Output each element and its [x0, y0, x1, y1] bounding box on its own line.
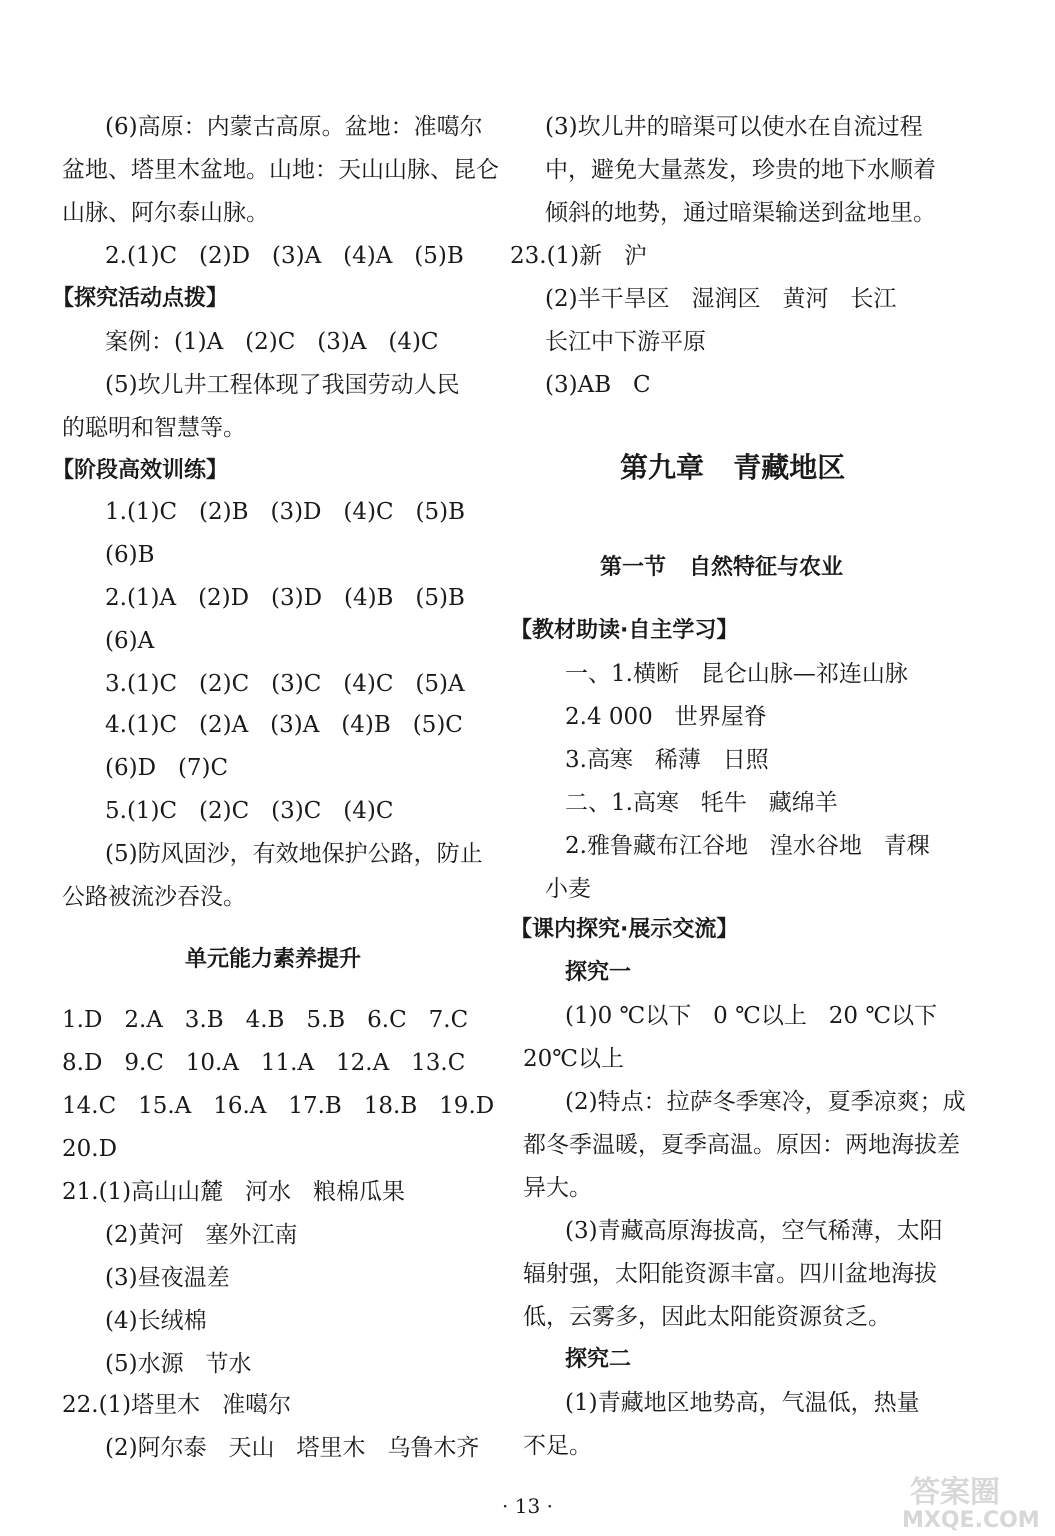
right-column-heading: 探究一	[565, 960, 632, 985]
page-number: · 13 ·	[502, 1494, 553, 1518]
right-column-line: 倾斜的地势，通过暗渠输送到盆地里。	[545, 200, 936, 226]
right-column-line: (1)青藏地区地势高，气温低，热量	[565, 1390, 920, 1416]
right-column-line: 23.(1)新 沪	[510, 243, 648, 269]
right-column-heading: 【课内探究·展示交流】	[510, 917, 739, 942]
right-column-line: (2)特点：拉萨冬季寒冷，夏季凉爽；成	[565, 1089, 966, 1115]
right-column-line: 3.高寒 稀薄 日照	[565, 747, 769, 773]
left-column-line: (2)阿尔泰 天山 塔里木 乌鲁木齐	[105, 1435, 480, 1461]
left-column-line: (3)昼夜温差	[105, 1265, 230, 1291]
right-column-line: 都冬季温暖，夏季高温。原因：两地海拔差	[523, 1132, 960, 1158]
left-column-line: 2.(1)C (2)D (3)A (4)A (5)B	[105, 243, 464, 269]
right-column-line: (3)坎儿井的暗渠可以使水在自流过程	[545, 114, 923, 140]
right-column-line: 2.雅鲁藏布江谷地 湟水谷地 青稞	[565, 833, 930, 859]
right-column-line: 长江中下游平原	[545, 329, 706, 355]
left-column-line: (5)防风固沙，有效地保护公路，防止	[105, 841, 483, 867]
svg-text:答案圈: 答案圈	[910, 1475, 1000, 1510]
left-column-line: (5)水源 节水	[105, 1351, 252, 1377]
left-column-line: 山脉、阿尔泰山脉。	[62, 200, 269, 226]
left-column-line: 1.(1)C (2)B (3)D (4)C (5)B	[105, 499, 466, 525]
left-column-line: (6)高原：内蒙古高原。盆地：准噶尔	[105, 114, 483, 140]
right-column-line: 小麦	[545, 876, 591, 902]
left-column-line: 1.D 2.A 3.B 4.B 5.B 6.C 7.C	[62, 1007, 469, 1033]
left-column-line: 21.(1)高山山麓 河水 粮棉瓜果	[62, 1179, 406, 1205]
right-column-line: 低，云雾多，因此太阳能资源贫乏。	[523, 1304, 891, 1330]
right-column-line: 一、1.横断 昆仑山脉—祁连山脉	[565, 661, 908, 687]
left-column-line: 8.D 9.C 10.A 11.A 12.A 13.C	[62, 1050, 466, 1076]
right-column-line: (1)0 ℃以下 0 ℃以上 20 ℃以下	[565, 1003, 938, 1029]
right-column-line: 20℃以上	[523, 1046, 624, 1072]
right-column-line: 中，避免大量蒸发，珍贵的地下水顺着	[545, 157, 936, 183]
left-column-heading: 【探究活动点拨】	[52, 286, 229, 311]
left-column-line: 公路被流沙吞没。	[62, 884, 246, 910]
watermark-logo	[870, 1472, 1050, 1532]
left-column-heading: 【阶段高效训练】	[52, 458, 229, 483]
left-column-line: (6)B	[105, 542, 155, 568]
left-column-line: 20.D	[62, 1136, 118, 1162]
right-column-line: 辐射强，太阳能资源丰富。四川盆地海拔	[523, 1261, 937, 1287]
left-column-line: 22.(1)塔里木 准噶尔	[62, 1392, 292, 1418]
left-column-line: (6)A	[105, 628, 155, 654]
left-column-line: (2)黄河 塞外江南	[105, 1222, 298, 1248]
right-column-line: 异大。	[523, 1175, 592, 1201]
left-column-line: 3.(1)C (2)C (3)C (4)C (5)A	[105, 671, 465, 697]
right-column-line: (2)半干旱区 湿润区 黄河 长江	[545, 286, 897, 312]
left-column-line: 盆地、塔里木盆地。山地：天山山脉、昆仑	[62, 157, 499, 183]
left-column-line: 2.(1)A (2)D (3)D (4)B (5)B	[105, 585, 465, 611]
right-column-line: 不足。	[523, 1433, 592, 1459]
watermark-logo-icon	[870, 1472, 1050, 1532]
right-column-heading: 探究二	[565, 1347, 632, 1372]
left-column-line: 的聪明和智慧等。	[62, 415, 246, 441]
right-column-heading: 第一节 自然特征与农业	[600, 555, 843, 580]
right-column-line: 2.4 000 世界屋脊	[565, 704, 767, 730]
right-column-line: 二、1.高寒 牦牛 藏绵羊	[565, 790, 838, 816]
left-column-line: (4)长绒棉	[105, 1308, 207, 1334]
left-column-line: 14.C 15.A 16.A 17.B 18.B 19.D	[62, 1093, 495, 1119]
left-column-line: (5)坎儿井工程体现了我国劳动人民	[105, 372, 460, 398]
right-column-line: (3)AB C	[545, 372, 651, 398]
left-column-heading: 单元能力素养提升	[185, 947, 362, 972]
right-column-heading: 第九章 青藏地区	[620, 451, 846, 484]
left-column-line: 案例：(1)A (2)C (3)A (4)C	[105, 329, 439, 355]
right-column-heading: 【教材助读·自主学习】	[510, 618, 739, 643]
left-column-line: (6)D (7)C	[105, 755, 229, 781]
right-column-line: (3)青藏高原海拔高，空气稀薄，太阳	[565, 1218, 943, 1244]
left-column-line: 4.(1)C (2)A (3)A (4)B (5)C	[105, 712, 463, 738]
svg-text:MXQE.COM: MXQE.COM	[902, 1508, 1040, 1532]
left-column-line: 5.(1)C (2)C (3)C (4)C	[105, 798, 394, 824]
